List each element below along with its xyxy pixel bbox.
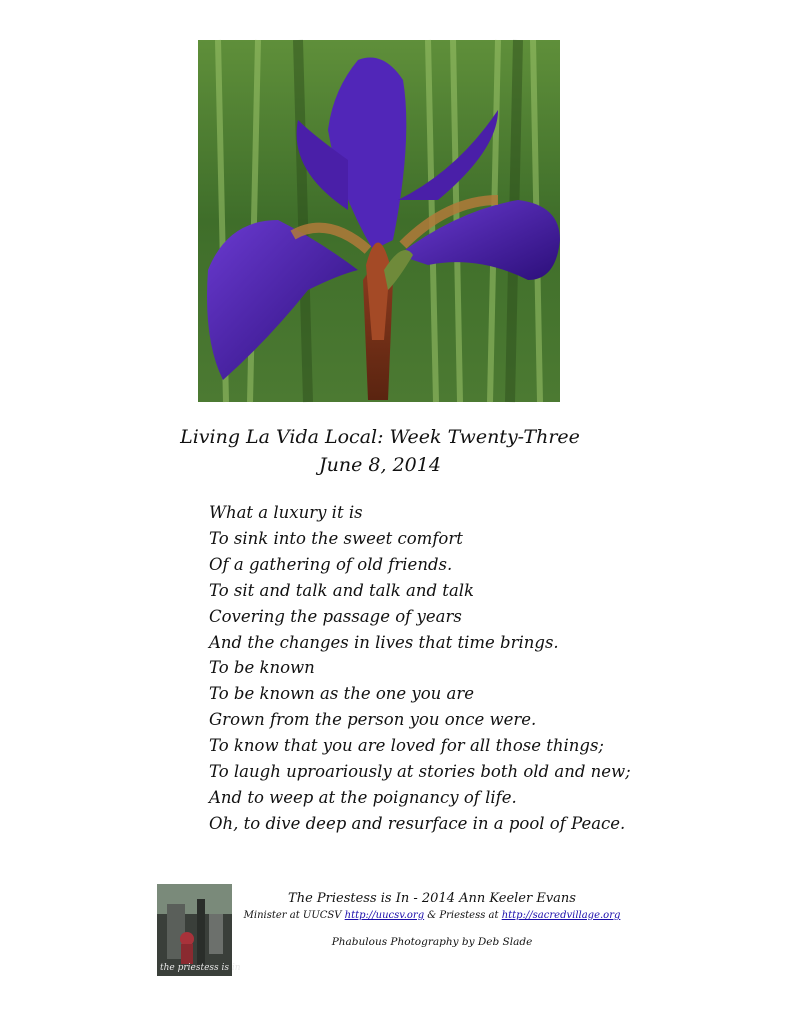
poem-line: To laugh uproariously at stories both old and new; [209,762,631,782]
iris-photo [198,40,560,402]
sacredvillage-link[interactable]: http://sacredvillage.org [501,910,621,921]
poem-line: To sink into the sweet comfort [209,528,463,548]
poem-line: Oh, to dive deep and resurface in a pool of Peace. [209,813,626,833]
uucsv-link[interactable]: http://uucsv.org [344,910,425,921]
poem-line: To be known [209,658,315,678]
poem-line: Covering the passage of years [209,606,462,626]
logo-text: the priestess is in [160,963,241,973]
affiliation-line [232,908,632,924]
photography-credit: Phabulous Photography by Deb Slade [331,936,533,948]
poem-line: And the changes in lives that time brings. [209,632,559,652]
credit-line: The Priestess is In - 2014 Ann Keeler Evans [288,891,576,906]
poem [209,500,631,837]
minister-label: Minister at UUCSV [243,910,342,921]
priestess-logo [157,884,241,976]
priestess-label: & Priestess at [427,910,499,921]
poem-line: To be known as the one you are [209,684,475,704]
document-title [0,424,760,478]
poem-line: Grown from the person you once were. [209,710,537,730]
footer [232,890,632,950]
poem-line: To know that you are loved for all those things; [209,736,604,756]
page-date: June 8, 2014 [319,454,441,476]
poem-line: What a luxury it is [209,503,363,522]
poem-line: And to weep at the poignancy of life. [209,787,517,807]
poem-line: To sit and talk and talk and talk [209,580,475,600]
priestess-logo-icon [157,884,241,976]
iris-illustration [198,40,560,402]
poem-line: Of a gathering of old friends. [209,554,453,574]
page-title: Living La Vida Local: Week Twenty-Three [180,426,580,448]
